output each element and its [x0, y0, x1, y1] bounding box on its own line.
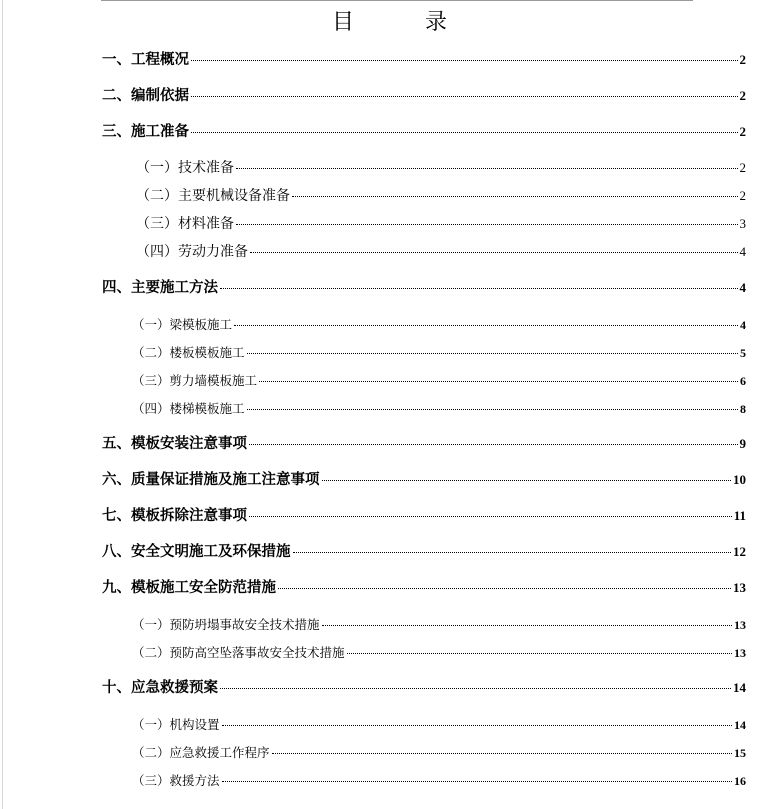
toc-page-number: 2	[739, 188, 746, 203]
toc-entry-text: （一）梁模板施工	[132, 317, 233, 332]
toc-entry[interactable]	[102, 471, 746, 489]
toc-entry-text: （三）剪力墙模板施工	[132, 373, 258, 388]
toc-page-number: 2	[739, 88, 746, 103]
toc-page-number: 9	[739, 436, 746, 451]
toc-entry-text: （三）救援方法	[132, 773, 220, 788]
toc-entry-text: 八、安全文明施工及环保措施	[102, 543, 291, 560]
toc-leader	[222, 725, 732, 726]
toc-entry[interactable]	[136, 243, 746, 261]
toc-page-number: 2	[739, 52, 746, 67]
toc-leader	[249, 516, 732, 517]
toc-leader	[222, 781, 732, 782]
toc-page-number: 15	[734, 746, 746, 760]
toc-leader	[191, 60, 738, 61]
toc-entry[interactable]	[132, 744, 746, 762]
toc-leader	[322, 625, 732, 626]
toc-entry[interactable]	[102, 679, 746, 697]
toc-entry-text: （四）楼梯模板施工	[132, 401, 245, 416]
toc-entry-text: （一）技术准备	[136, 160, 234, 176]
toc-entry[interactable]	[102, 51, 746, 69]
toc-entry[interactable]	[102, 543, 746, 561]
toc-entry[interactable]	[132, 716, 746, 734]
toc-title: 目 录	[332, 10, 479, 35]
toc-page-number: 11	[733, 508, 746, 523]
toc-entry-text: 三、施工准备	[102, 123, 189, 140]
toc-leader	[278, 588, 731, 589]
toc-entry[interactable]	[132, 400, 746, 418]
toc-entry[interactable]	[132, 316, 746, 334]
toc-entry[interactable]	[132, 644, 746, 662]
toc-entry[interactable]	[132, 372, 746, 390]
toc-page-number: 14	[734, 718, 746, 732]
toc-leader	[236, 224, 738, 225]
toc-leader	[250, 252, 738, 253]
toc-leader	[272, 753, 732, 754]
toc-entry-text: 六、质量保证措施及施工注意事项	[102, 471, 320, 488]
toc-leader	[220, 288, 738, 289]
toc-entry-text: （二）楼板模板施工	[132, 345, 245, 360]
toc-page-number: 4	[739, 244, 746, 259]
toc-leader	[247, 353, 738, 354]
toc-entry[interactable]	[102, 87, 746, 105]
toc-entry[interactable]	[102, 123, 746, 141]
toc-leader	[234, 325, 738, 326]
toc-page-number: 16	[734, 774, 746, 788]
toc-leader	[347, 653, 732, 654]
toc-page-number: 6	[740, 374, 746, 388]
toc-leader	[292, 196, 738, 197]
toc-entry-text: （三）材料准备	[136, 216, 234, 232]
toc-entry[interactable]	[132, 344, 746, 362]
toc-leader	[293, 552, 732, 553]
toc-entry-text: 四、主要施工方法	[102, 279, 218, 296]
toc-entry-text: 七、模板拆除注意事项	[102, 507, 247, 524]
toc-page-number: 4	[740, 318, 746, 332]
toc-page-number: 3	[739, 216, 746, 231]
toc-entry-text: 二、编制依据	[102, 87, 189, 104]
toc-page-number: 2	[739, 124, 746, 139]
toc-leader	[191, 96, 738, 97]
toc-leader	[220, 688, 731, 689]
toc-page-number: 2	[739, 160, 746, 175]
toc-entry-text: （四）劳动力准备	[136, 244, 248, 260]
toc-leader	[247, 409, 738, 410]
toc-entry[interactable]	[136, 215, 746, 233]
toc-page-number: 4	[739, 280, 746, 295]
toc-entry-text: 五、模板安装注意事项	[102, 435, 247, 452]
toc-leader	[249, 444, 738, 445]
toc-entry[interactable]	[132, 772, 746, 790]
toc-entry[interactable]	[136, 159, 746, 177]
toc-page-number: 14	[733, 680, 746, 695]
toc-page-number: 10	[733, 472, 746, 487]
toc-leader	[191, 132, 738, 133]
toc-entry-text: （一）机构设置	[132, 717, 220, 732]
toc-entry-text: （一）预防坍塌事故安全技术措施	[132, 617, 320, 632]
toc-entry-text: （二）预防高空坠落事故安全技术措施	[132, 645, 345, 660]
toc-entry-text: 十、应急救援预案	[102, 679, 218, 696]
toc-leader	[322, 480, 732, 481]
toc-page-number: 5	[740, 346, 746, 360]
toc-entry-text: 九、模板施工安全防范措施	[102, 579, 276, 596]
toc-entry[interactable]	[136, 187, 746, 205]
toc-entry-text: （二）应急救援工作程序	[132, 745, 270, 760]
toc-entry-text: 一、工程概况	[102, 51, 189, 68]
toc-entry[interactable]	[102, 579, 746, 597]
toc-leader	[236, 168, 738, 169]
toc-entry[interactable]	[102, 435, 746, 453]
toc-entry[interactable]	[132, 616, 746, 634]
toc-page-number: 13	[733, 580, 746, 595]
toc-page-number: 8	[740, 402, 746, 416]
toc-leader	[259, 381, 738, 382]
toc-entry-text: （二）主要机械设备准备	[136, 188, 290, 204]
toc-page-number: 13	[734, 646, 746, 660]
toc-entry[interactable]	[102, 279, 746, 297]
toc-entry[interactable]	[102, 507, 746, 525]
toc-page-number: 13	[734, 618, 746, 632]
toc-page-number: 12	[733, 544, 746, 559]
